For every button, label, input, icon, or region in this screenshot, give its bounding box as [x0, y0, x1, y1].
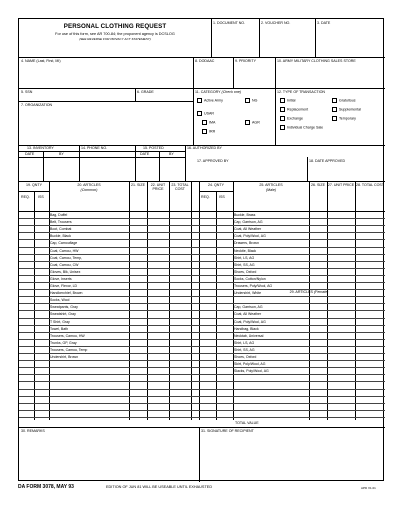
apd-version: APD V1.01	[361, 486, 376, 490]
articles-common-note: (Common)	[80, 188, 98, 192]
table-row: Coat, Camou, CW	[50, 262, 79, 267]
table-row: Bag, Duffel	[50, 213, 68, 217]
form-title: PERSONAL CLOTHING REQUEST	[63, 23, 167, 30]
table-row: Towel, Bath	[50, 326, 69, 331]
trans-temporary[interactable]: Temporary	[332, 116, 356, 121]
size2-header: 26. SIZE	[311, 183, 325, 187]
table-row: Gloves, Blk, Unisex	[50, 269, 81, 274]
table-row: Shirt, SS, AG	[234, 262, 255, 267]
articles-common-header: 20. ARTICLES	[77, 183, 101, 187]
document-no-label: 1. DOCUMENT NO.	[213, 21, 246, 25]
use-note: For use of this form, see AR 700-84; the proponent agency is DCSLOG	[55, 32, 175, 36]
personal-clothing-request-form	[18, 18, 384, 481]
table-row: Handkerchief, Brown	[50, 291, 83, 296]
table-row: Shirt, SS, AG	[234, 347, 255, 352]
voucher-no-label: 2. VOUCHER NO.	[261, 21, 291, 25]
trans-exchange[interactable]: Exchange	[280, 116, 303, 121]
ssn-label: 5. SSN	[21, 90, 33, 94]
table-row: Coat, Poly/Wool, AG	[234, 319, 266, 324]
category-irr[interactable]: IRR	[202, 129, 215, 134]
signature-label: 31. SIGNATURE OF RECIPIENT	[201, 429, 254, 433]
checkbox[interactable]	[202, 120, 207, 125]
table-row: Undershirt, Brown	[50, 355, 79, 359]
iss2-header: ISS	[219, 195, 225, 199]
table-row: Undershirt, White	[234, 291, 262, 296]
checkbox[interactable]	[197, 98, 202, 103]
table-row: Trousers, Camou, Temp	[50, 347, 88, 352]
table-row: Belt, Trousers	[50, 220, 72, 225]
trans-individual-charge-sale[interactable]: Individual Charge Sale	[280, 125, 323, 130]
table-row: Trunks, GP, Gray	[50, 340, 77, 345]
table-row: Buckle, Brass	[234, 213, 256, 217]
organization-label: 7. ORGANIZATION	[21, 103, 53, 107]
table-row: Coat, Poly/Wool, AG	[234, 234, 266, 239]
table-row: Cap, Garrison, AG	[234, 220, 263, 225]
edition-note: EDITION OF JUN 81 WILL BE USEABLE UNTIL EXHAUSTED	[106, 485, 213, 489]
checkbox[interactable]	[332, 107, 337, 112]
sales-store-label: 10. ARMY MILITARY CLOTHING SALES STORE	[277, 59, 356, 63]
authorized-by-label: 16. AUTHORIZED BY	[187, 146, 222, 150]
table-row: Slacks, Poly/Wool, AG	[234, 369, 269, 374]
table-row: Buckle, Black	[50, 234, 72, 239]
req-header: REQ.	[21, 195, 30, 199]
checkbox[interactable]	[197, 111, 202, 116]
name-label: 4. NAME (Last, First, MI)	[21, 59, 61, 63]
iss-header: ISS	[38, 195, 44, 199]
table-row: Glove, Flexor, LD	[50, 284, 78, 288]
table-row: Skirt, Poly/Wool, AG	[234, 362, 266, 367]
table-row: Coat, All Weather	[234, 227, 262, 232]
table-row: Socks, Cotton/Nylon	[234, 276, 266, 281]
qnty2-header: 24. QNTY	[208, 183, 224, 187]
table-row: Coat, Camou, HW	[50, 248, 79, 253]
table-row: Socks, Wool	[50, 298, 70, 303]
inventory-date-label: DATE	[25, 152, 35, 156]
date-label: 3. DATE	[317, 21, 331, 25]
trans-supplemental[interactable]: Supplemental	[332, 107, 361, 112]
table-row: Drawers, Brown	[234, 241, 259, 246]
date-approved-label: 18. DATE APPROVED	[309, 159, 346, 163]
category-agr[interactable]: AGR	[245, 120, 260, 125]
privacy-note: (SEE REVERSE FOR PRIVACY ACT STATEMENT)	[79, 37, 151, 41]
total-cost2-header: 28. TOTAL COST	[355, 183, 385, 187]
checkbox[interactable]	[332, 116, 337, 121]
category-ima[interactable]: IMA	[202, 120, 215, 125]
table-row: Cap, Camouflage	[50, 241, 78, 246]
trans-gratuitous[interactable]: Gratuitous	[332, 98, 356, 103]
qnty-header: 19. QNTY	[26, 183, 42, 187]
dodaac-label: 8. DODAAC	[195, 59, 215, 63]
form-title-block	[19, 23, 211, 41]
checkbox[interactable]	[202, 129, 207, 134]
posted-date-label: DATE	[140, 152, 150, 156]
form-id: DA FORM 3078, MAY 93	[18, 484, 74, 490]
inventory-by-label: BY	[59, 152, 64, 156]
table-row: Shoes, Oxford	[234, 355, 257, 359]
articles-male-note: (Male)	[265, 188, 277, 192]
grade-label: 6. GRADE	[137, 90, 154, 94]
checkbox[interactable]	[280, 125, 285, 130]
trans-replacement[interactable]: Replacement	[280, 107, 308, 112]
unit-price-header: 22. UNIT PRICE	[150, 183, 166, 192]
posted-label: 15. POSTED	[143, 146, 164, 150]
trans-initial[interactable]: Initial	[280, 98, 295, 103]
table-row: T Shirt, Gray	[50, 319, 70, 324]
req2-header: REQ.	[201, 195, 210, 199]
category-active-army[interactable]: Active Army	[197, 98, 223, 103]
checkbox[interactable]	[280, 98, 285, 103]
articles-female-header: 29. ARTICLES (Female)	[289, 290, 329, 294]
table-row: Necktie, Black	[234, 248, 257, 253]
table-row: Sweatshirt, Gray	[50, 312, 76, 317]
approved-by-label: 17. APPROVED BY	[197, 159, 229, 163]
table-row: Handbag, Black	[234, 326, 259, 331]
table-row: Cap, Garrison, AG	[234, 305, 263, 310]
table-row: Shirt, LS, AG	[234, 255, 255, 260]
table-row: Shoes, Oxford	[234, 269, 257, 274]
table-row: Necktab, Universal	[234, 333, 264, 338]
checkbox[interactable]	[280, 107, 285, 112]
table-row: Boot, Combat	[50, 227, 72, 232]
checkbox[interactable]	[245, 98, 250, 103]
table-row: Coat, All Weather	[234, 312, 262, 317]
remarks-label: 30. REMARKS	[21, 429, 45, 433]
table-row: Trousers, Camou, HW	[50, 333, 85, 338]
unit-price2-header: 27. UNIT PRICE	[327, 183, 355, 187]
inventory-label: 13. INVENTORY	[27, 146, 54, 150]
total-cost-header: 23. TOTAL COST	[171, 183, 189, 192]
table-row: Glove, Inserts	[50, 276, 72, 281]
size-header: 21. SIZE	[131, 183, 145, 187]
checkbox[interactable]	[280, 116, 285, 121]
transaction-type-label: 12. TYPE OF TRANSACTION	[277, 90, 325, 94]
category-usar[interactable]: USAR	[197, 111, 214, 116]
table-row: Shirt, LS, AG	[234, 340, 255, 345]
table-row: Trousers, Poly/Wool, AG	[234, 284, 273, 288]
category-ng[interactable]: NG	[245, 98, 257, 103]
checkbox[interactable]	[245, 120, 250, 125]
priority-label: 9. PRIORITY	[235, 59, 256, 63]
total-value-label: TOTAL VALUE	[235, 421, 259, 425]
phone-no-label: 14. PHONE NO.	[81, 146, 108, 150]
table-row: Sweatpants, Gray	[50, 305, 78, 310]
category-label: 11. CATEGORY (Check one)	[195, 90, 242, 94]
table-row: Coat, Camou, Temp,	[50, 255, 83, 260]
articles-male-header: 25. ARTICLES	[259, 183, 283, 187]
checkbox[interactable]	[332, 98, 337, 103]
posted-by-label: BY	[169, 152, 174, 156]
